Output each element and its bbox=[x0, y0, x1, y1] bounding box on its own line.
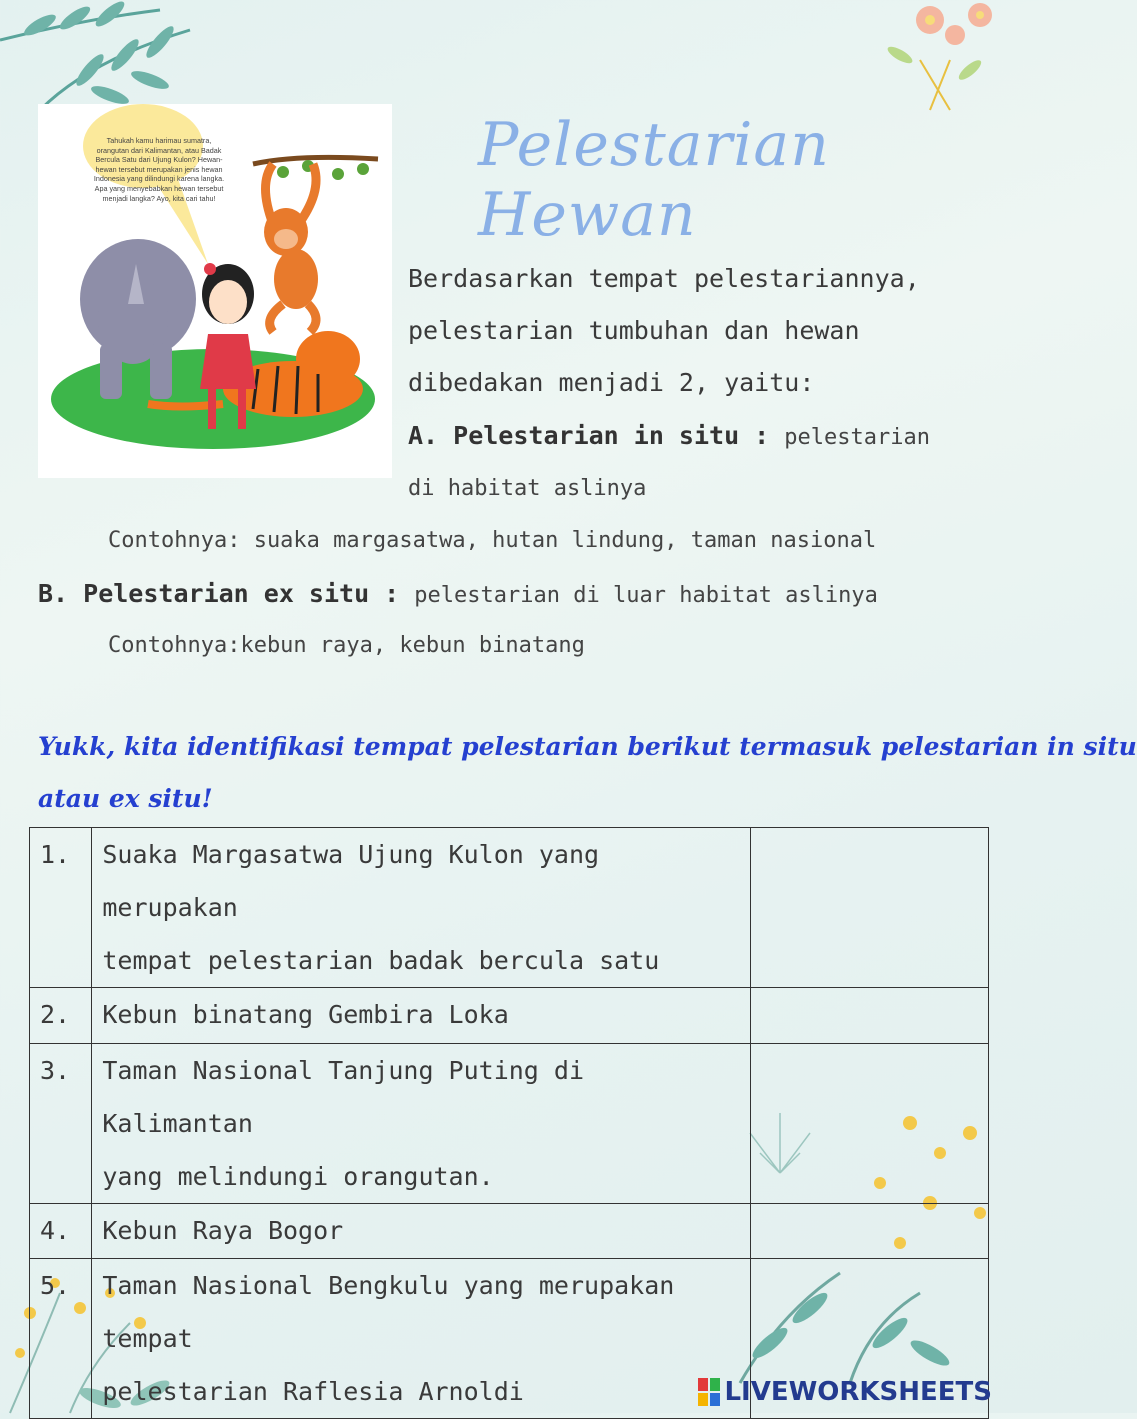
answer-cell-4[interactable] bbox=[751, 1203, 989, 1259]
answer-input-2[interactable] bbox=[761, 990, 978, 1043]
ex-situ-definition: pelestarian di luar habitat aslinya bbox=[414, 583, 878, 608]
ex-situ-label: B. Pelestarian ex situ : bbox=[38, 579, 400, 608]
row-text bbox=[92, 1203, 751, 1259]
instruction-line-1: Yukk, kita identifikasi tempat pelestarian berikut termasuk pelestarian in situ bbox=[38, 732, 1137, 761]
row-text-line-1: Kebun Raya Bogor bbox=[102, 1215, 344, 1245]
row-text-line-1: Taman Nasional Bengkulu yang merupakan tempat bbox=[102, 1271, 675, 1353]
intro-line-2: pelestarian tumbuhan dan hewan bbox=[408, 316, 860, 345]
answer-input-1[interactable] bbox=[761, 828, 978, 934]
table-row bbox=[30, 1043, 989, 1203]
row-text-line-2: tempat pelestarian badak bercula satu bbox=[102, 946, 660, 975]
illustration-panel bbox=[38, 104, 392, 478]
row-number: 3. bbox=[30, 1043, 92, 1203]
liveworksheets-logo[interactable] bbox=[698, 1377, 992, 1407]
answer-cell-1[interactable] bbox=[751, 828, 989, 988]
answer-cell-3[interactable] bbox=[751, 1043, 989, 1203]
row-number: 2. bbox=[30, 988, 92, 1044]
in-situ-label: A. Pelestarian in situ : bbox=[408, 421, 770, 450]
logo-badge-icon bbox=[698, 1378, 720, 1406]
answer-input-3[interactable] bbox=[761, 1044, 978, 1150]
row-number: 4. bbox=[30, 1203, 92, 1259]
ex-situ-example: Contohnya:kebun raya, kebun binatang bbox=[108, 633, 585, 658]
row-text bbox=[92, 1259, 751, 1419]
in-situ-definition-part2: di habitat aslinya bbox=[408, 476, 647, 501]
answer-input-5[interactable] bbox=[761, 1259, 978, 1365]
row-text-line-1: Taman Nasional Tanjung Puting di Kalimantan bbox=[102, 1055, 585, 1138]
speech-bubble-text: Tahukah kamu harimau sumatra, orangutan dari Kalimantan, atau Badak Bercula Satu dari Ujung Kulon? Hewan-hewan tersebut merupakan jenis hewan Indonesia yang dilindungi karena langka. Apa yang menyebabkan hewan tersebut menjadi langka? Ayo, kita cari tahu! bbox=[93, 136, 225, 203]
question-table bbox=[29, 827, 989, 1419]
intro-line-3: dibedakan menjadi 2, yaitu: bbox=[408, 368, 815, 397]
ex-situ-heading bbox=[38, 579, 878, 608]
instruction-line-2: atau ex situ! bbox=[38, 784, 213, 813]
row-text bbox=[92, 828, 751, 988]
table-row bbox=[30, 1203, 989, 1259]
row-number: 1. bbox=[30, 828, 92, 988]
table-row bbox=[30, 988, 989, 1044]
row-text-line-1: Suaka Margasatwa Ujung Kulon yang merupakan bbox=[102, 840, 600, 922]
row-text bbox=[92, 988, 751, 1044]
in-situ-example: Contohnya: suaka margasatwa, hutan lindung, taman nasional bbox=[108, 528, 877, 553]
answer-input-4[interactable] bbox=[761, 1205, 978, 1258]
row-text-line-1: Kebun binatang Gembira Loka bbox=[102, 1000, 509, 1029]
row-number: 5. bbox=[30, 1259, 92, 1419]
logo-text: LIVEWORKSHEETS bbox=[724, 1377, 992, 1407]
page-title: Pelestarian Hewan bbox=[478, 110, 830, 250]
table-row bbox=[30, 828, 989, 988]
flower-decoration-top-right bbox=[860, 0, 1000, 120]
in-situ-definition-part1: pelestarian bbox=[784, 425, 930, 450]
row-text-line-2: yang melindungi orangutan. bbox=[102, 1161, 494, 1191]
intro-line-1: Berdasarkan tempat pelestariannya, bbox=[408, 264, 920, 293]
row-text bbox=[92, 1043, 751, 1203]
in-situ-heading bbox=[408, 421, 930, 450]
answer-cell-2[interactable] bbox=[751, 988, 989, 1044]
row-text-line-2: pelestarian Raflesia Arnoldi bbox=[102, 1377, 524, 1406]
